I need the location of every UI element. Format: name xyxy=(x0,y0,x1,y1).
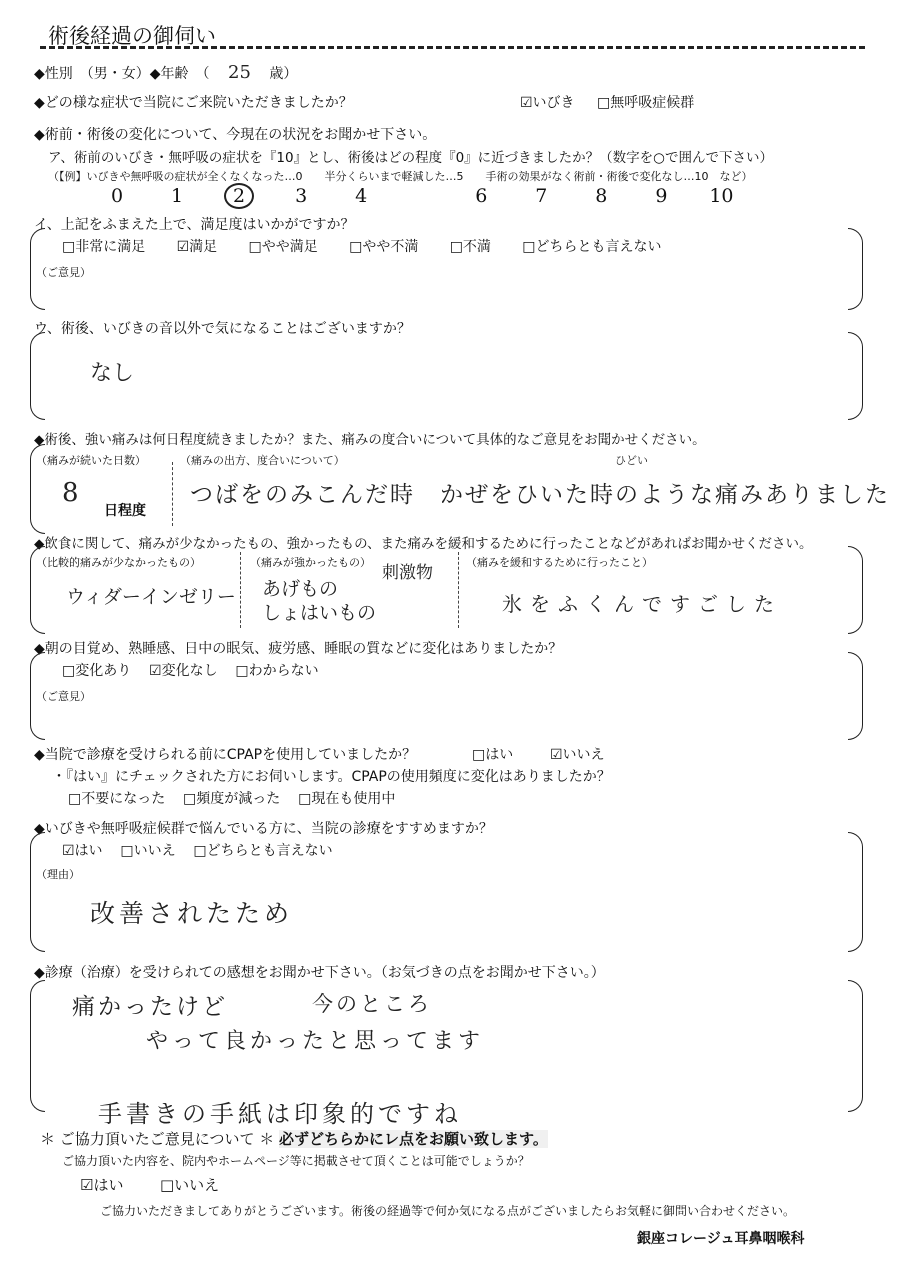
sleep-opt-unknown[interactable]: □わからない xyxy=(235,663,319,679)
cpap-yes-checkbox[interactable]: □はい xyxy=(472,747,514,763)
sleep-bracket-right xyxy=(848,652,863,740)
food-divider-2 xyxy=(458,552,459,628)
scale-8[interactable]: 8 xyxy=(595,185,608,207)
consent-question: ご協力頂いた内容を、院内やホームページ等に掲載させて頂くことは可能でしょうか？ xyxy=(62,1154,530,1168)
cpap-sub-question: ・『はい』にチェックされた方にお伺いします。CPAPの使用頻度に変化はありましたか？ xyxy=(52,769,611,785)
food-more-answer-1: あげもの xyxy=(262,578,339,600)
cpap-no-checkbox[interactable]: ☑いいえ xyxy=(550,747,605,763)
food-relief-answer: 氷をふくんですごした xyxy=(502,592,782,616)
impression-line-1b: 今のところ xyxy=(312,992,432,1016)
food-divider-1 xyxy=(240,552,241,628)
food-more-note: 刺激物 xyxy=(382,563,433,583)
scale-4[interactable]: 4 xyxy=(355,185,368,207)
sat-opt-very[interactable]: □非常に満足 xyxy=(62,239,146,255)
scale-2[interactable]: 2 xyxy=(224,183,254,209)
impression-question: ◆診療（治療）を受けられての感想をお聞かせ下さい。（お気づきの点をお聞かせ下さい。） xyxy=(34,965,605,981)
scale-7[interactable]: 7 xyxy=(535,185,548,207)
gender-label: ◆性別 （男・女）◆年齢 （ xyxy=(34,66,210,82)
title-divider xyxy=(40,46,865,49)
cpap-opt-reduced[interactable]: □頻度が減った xyxy=(183,791,281,807)
scale-10[interactable]: 10 xyxy=(709,185,734,207)
cpap-opt-still-using[interactable]: □現在も使用中 xyxy=(298,791,396,807)
sleep-options xyxy=(62,660,319,680)
food-more-answer-2: しょはいもの xyxy=(262,602,377,624)
sat-opt-satisfied[interactable]: ☑満足 xyxy=(176,239,218,255)
recommend-opt-neither[interactable]: □どちらとも言えない xyxy=(193,843,333,859)
recommend-bracket-left xyxy=(30,832,45,952)
cpap-opt-unneeded[interactable]: □不要になった xyxy=(68,791,166,807)
impression-line-2: やって良かったと思ってます xyxy=(146,1029,485,1054)
profile-line xyxy=(34,62,297,83)
consent-heading-b: 必ずどちらかにレ点をお願い致します。 xyxy=(279,1130,548,1148)
impression-line-1a: 痛かったけど xyxy=(72,994,228,1020)
pain-question: ◆術後、強い痛みは何日程度続きましたか？また、痛みの度合いについて具体的なご意見をお聞かせください。 xyxy=(34,432,706,448)
symptom-apnea-checkbox[interactable]: □無呼吸症候群 xyxy=(597,95,695,111)
other-bracket-right xyxy=(848,332,863,420)
symptom-question: ◆どの様な症状で当院にご来院いただきましたか？ xyxy=(34,95,353,111)
pain-days-suffix: 日程度 xyxy=(104,503,146,519)
scale-0[interactable]: 0 xyxy=(110,185,124,207)
satisfaction-bracket-right xyxy=(848,228,863,310)
age-value: 25 xyxy=(228,62,251,83)
sleep-opt-unchanged[interactable]: ☑変化なし xyxy=(149,663,218,679)
pain-days-value: 8 xyxy=(62,478,79,508)
sleep-opt-changed[interactable]: □変化あり xyxy=(62,663,132,679)
impression-bracket-left xyxy=(30,980,45,1112)
satisfaction-opinion-label: （ご意見） xyxy=(36,266,91,279)
consent-no-checkbox[interactable]: □いいえ xyxy=(160,1176,220,1194)
food-bracket-right xyxy=(848,546,863,634)
sat-opt-somewhat[interactable]: □やや満足 xyxy=(248,239,318,255)
pain-detail-answer: つばをのみこんだ時 かぜをひいた時のような痛みありました xyxy=(190,482,890,508)
impression-line-3: 手書きの手紙は印象的ですね xyxy=(98,1100,462,1128)
footer-thanks: ご協力いただきましてありがとうございます。術後の経過等で何か気になる点がございましたらお気軽に御問い合わせください。 xyxy=(100,1204,796,1218)
sat-opt-dissatisfied[interactable]: □不満 xyxy=(449,239,491,255)
change-example: （【例】いびきや無呼吸の症状が全くなくなった…0 半分くらいまで軽減した…5 手術の効果がなく術前・術後で変化なし…10 など） xyxy=(48,170,753,183)
satisfaction-options xyxy=(62,236,662,256)
scale-6[interactable]: 6 xyxy=(475,185,488,207)
symptom-snoring-checkbox[interactable]: ☑いびき xyxy=(520,95,575,111)
other-question: ウ、術後、いびきの音以外で気になることはございますか？ xyxy=(34,321,411,337)
pain-divider xyxy=(172,462,173,526)
recommend-reason-label: （理由） xyxy=(36,868,80,881)
recommend-options xyxy=(62,840,333,860)
food-less-answer: ウィダーインゼリー xyxy=(66,586,236,608)
cpap-question: ◆当院で診療を受けられる前にCPAPを使用していましたか？ xyxy=(34,747,417,763)
age-suffix: 歳） xyxy=(269,66,298,82)
recommend-opt-no[interactable]: □いいえ xyxy=(120,843,176,859)
satisfaction-question: イ、上記をふまえた上で、満足度はいかがですか？ xyxy=(34,217,355,233)
sleep-opinion-label: （ご意見） xyxy=(36,690,91,703)
scale-3[interactable]: 3 xyxy=(295,185,308,207)
cpap-sub-options xyxy=(68,788,395,808)
sat-opt-neither[interactable]: □どちらとも言えない xyxy=(522,239,662,255)
recommend-reason-answer: 改善されたため xyxy=(90,899,294,928)
page-title: 術後経過の御伺い xyxy=(48,24,216,48)
change-sub-question: ア、術前のいびき・無呼吸の症状を『10』とし、術後はどの程度『0』に近づきましたか？（数字を○で囲んで下さい） xyxy=(48,150,773,166)
other-answer: なし xyxy=(90,361,135,386)
impression-bracket-right xyxy=(848,980,863,1112)
pain-days-label: （痛みが続いた日数） xyxy=(36,454,146,467)
sat-opt-somewhat-dis[interactable]: □やや不満 xyxy=(349,239,419,255)
food-less-label: （比較的痛みが少なかったもの） xyxy=(36,556,201,569)
consent-yes-checkbox[interactable]: ☑はい xyxy=(80,1176,124,1194)
consent-heading xyxy=(40,1128,548,1149)
pain-detail-label: （痛みの出方、度合いについて） xyxy=(180,454,345,467)
other-bracket-left xyxy=(30,332,45,420)
pain-detail-note: ひどい xyxy=(615,454,648,467)
recommend-opt-yes[interactable]: ☑はい xyxy=(62,843,103,859)
food-more-label: （痛みが強かったもの） xyxy=(250,556,371,569)
recommend-question: ◆いびきや無呼吸症候群で悩んでいる方に、当院の診療をすすめますか？ xyxy=(34,821,493,837)
sleep-question: ◆朝の目覚め、熟睡感、日中の眠気、疲労感、睡眠の質などに変化はありましたか？ xyxy=(34,641,563,657)
scale-9[interactable]: 9 xyxy=(655,185,668,207)
scale-1[interactable]: 1 xyxy=(171,185,184,207)
consent-heading-a: ＊ ご協力頂いたご意見について ＊ xyxy=(40,1130,275,1148)
clinic-name: 銀座コレージュ耳鼻咽喉科 xyxy=(637,1231,805,1247)
food-relief-label: （痛みを緩和するために行ったこと） xyxy=(466,556,653,569)
change-question: ◆術前・術後の変化について、今現在の状況をお聞かせ下さい。 xyxy=(34,127,437,143)
change-scale xyxy=(90,183,748,209)
food-question: ◆飲食に関して、痛みが少なかったもの、強かったもの、また痛みを緩和するために行ったことなどがあればお聞かせください。 xyxy=(34,536,813,552)
recommend-bracket-right xyxy=(848,832,863,952)
